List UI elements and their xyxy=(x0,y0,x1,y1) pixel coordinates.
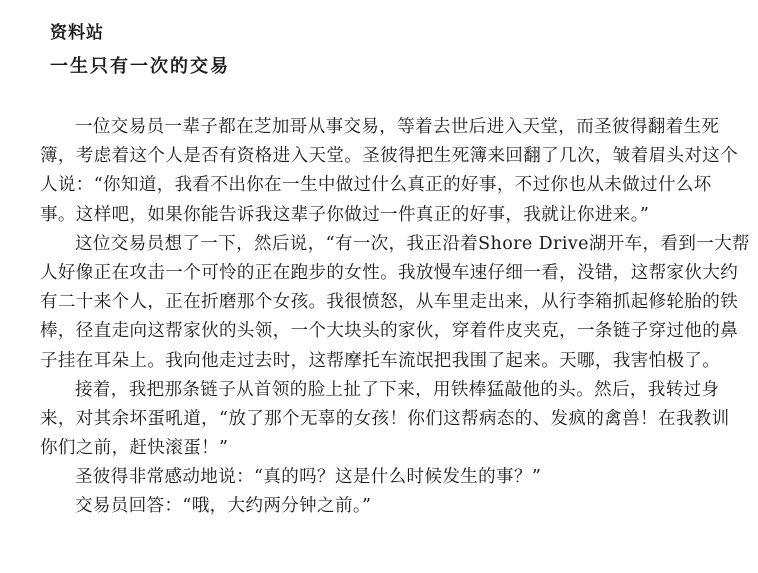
section-label: 资料站 xyxy=(50,23,104,43)
text-line: 有二十来个人，正在折磨那个女孩。我很愤怒，从车里走出来，从行李箱抓起修轮胎的铁 xyxy=(40,292,739,313)
article-title: 一生只有一次的交易 xyxy=(50,56,230,77)
text-line: 事。这样吧，如果你能告诉我这辈子你做过一件真正的好事，我就让你进来。” xyxy=(40,204,650,225)
text-line: 人好像正在攻击一个可怜的正在跑步的女性。我放慢车速仔细一看，没错，这帮家伙大约 xyxy=(40,262,739,283)
text-line: 交易员回答：“哦，大约两分钟之前。” xyxy=(75,496,372,517)
text-line: 人说：“你知道，我看不出你在一生中做过什么真正的好事，不过你也从未做过什么坏 xyxy=(40,175,712,196)
article-body xyxy=(40,113,750,522)
text-line: 簿，考虑着这个人是否有资格进入天堂。圣彼得把生死簿来回翻了几次，皱着眉头对这个 xyxy=(40,146,739,167)
text-line: 这位交易员想了一下，然后说，“有一次，我正沿着Shore Drive湖开车，看到一大帮 xyxy=(75,233,750,254)
text-line: 棒，径直走向这帮家伙的头领，一个大块头的家伙，穿着件皮夹克，一条链子穿过他的鼻 xyxy=(40,321,739,342)
text-line: 一位交易员一辈子都在芝加哥从事交易，等着去世后进入天堂，而圣彼得翻着生死 xyxy=(75,117,720,137)
text-line: 来，对其余坏蛋吼道，“放了那个无辜的女孩！你们这帮病态的、发疯的禽兽！在我教训 xyxy=(40,408,730,429)
text-line: 接着，我把那条链子从首领的脸上扯了下来，用铁棒猛敲他的头。然后，我转过身 xyxy=(75,379,720,400)
text-line: 子挂在耳朵上。我向他走过去时，这帮摩托车流氓把我围了起来。天哪，我害怕极了。 xyxy=(40,350,721,371)
text-line: 你们之前，赶快滚蛋！” xyxy=(40,438,229,459)
text-line: 圣彼得非常感动地说：“真的吗？这是什么时候发生的事？” xyxy=(75,467,542,488)
